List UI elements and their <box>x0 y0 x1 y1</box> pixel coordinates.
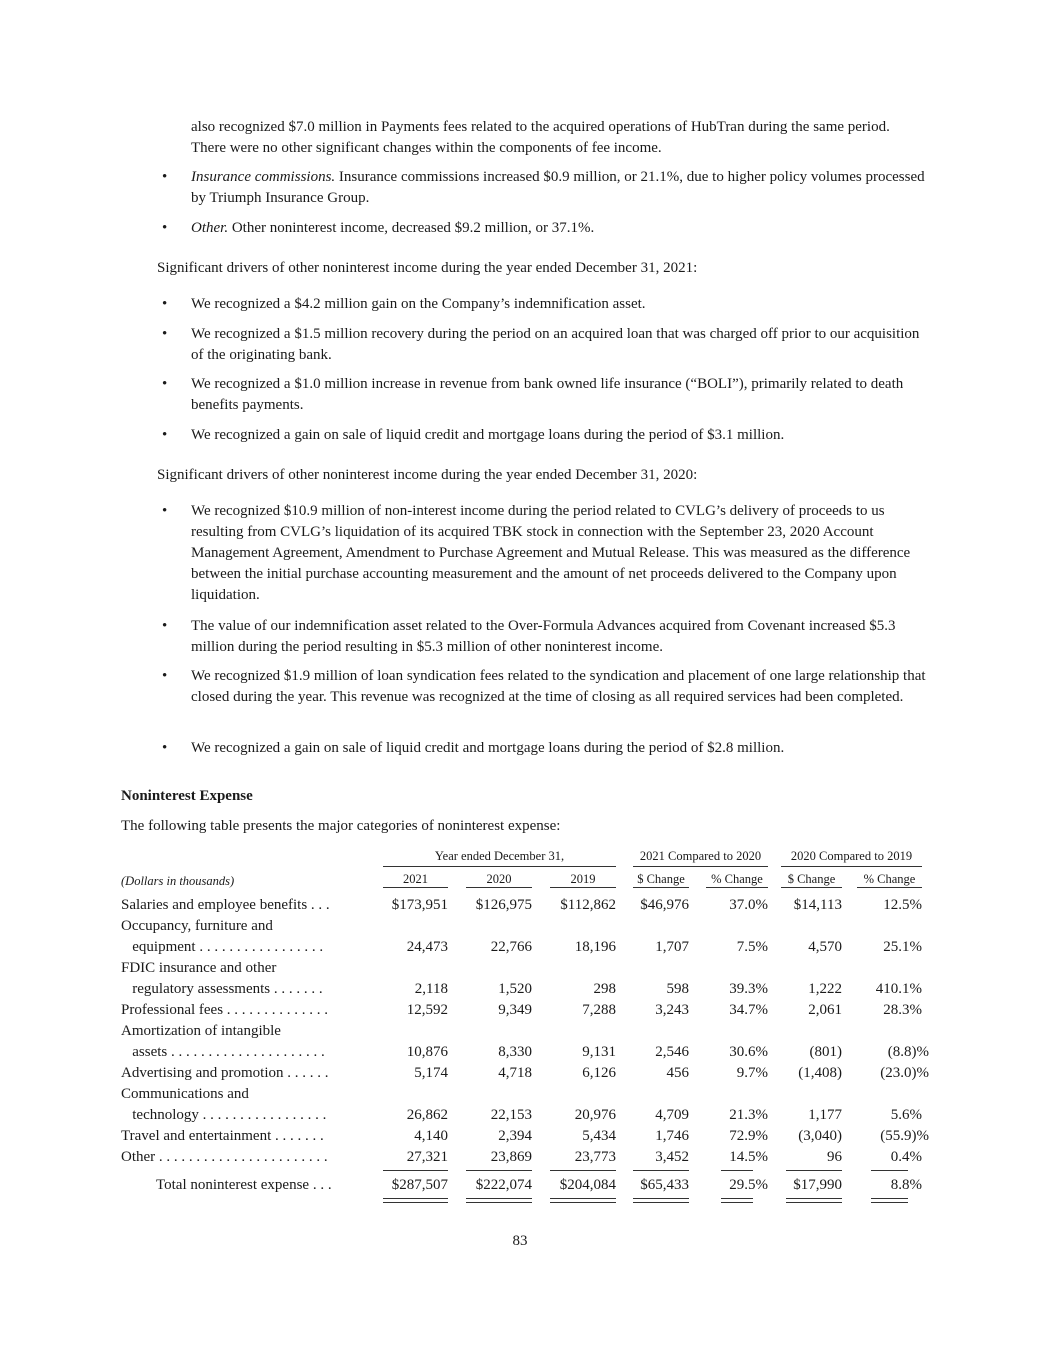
cell: 2,061 <box>808 1002 842 1018</box>
row-label: equipment . . . . . . . . . . . . . . . . . <box>121 939 324 955</box>
group-header-2020-vs-2019: 2020 Compared to 2019 <box>781 848 922 867</box>
cell: 6,126 <box>582 1065 616 1081</box>
total-label: Total noninterest expense . . . <box>156 1177 332 1193</box>
cell: 27,321 <box>406 1149 448 1165</box>
cell: 37.0% <box>729 897 768 913</box>
cell: (3,040) <box>798 1128 842 1144</box>
subtotal-rule <box>383 1170 448 1171</box>
driver-text: We recognized a $4.2 million gain on the Company’s indemnification asset. <box>191 296 646 312</box>
cell: 2,394 <box>498 1128 532 1144</box>
subtotal-rule <box>786 1170 842 1171</box>
cell: 1,177 <box>808 1107 842 1123</box>
cell: $14,113 <box>793 897 842 913</box>
cell: 8,330 <box>498 1044 532 1060</box>
bullet-glyph: • <box>162 427 168 443</box>
cell: 72.9% <box>729 1128 768 1144</box>
table-row <box>121 1105 931 1126</box>
cell: 4,140 <box>414 1128 448 1144</box>
cell: 29.5% <box>729 1177 768 1193</box>
bullet-glyph: • <box>162 296 168 312</box>
bullet-glyph: • <box>162 376 168 392</box>
driver-text: We recognized $10.9 million of non-interest income during the period related to CVLG’s delivery of proceeds to us resulting from CVLG’s liquidation of its acquired TBK stock in connection with the September 23, 2020 Account Management Agreement, Amendment to Purchase Agreement and Mutual Release. This was measured as the difference between the initial purchase accounting measurement and the amount of net proceeds delivered to the Company upon liquidation. <box>191 503 911 603</box>
cell: 2,546 <box>655 1044 689 1060</box>
column-header: % Change <box>857 871 922 888</box>
cell: (23.0)% <box>880 1065 929 1081</box>
column-header: $ Change <box>781 871 842 888</box>
table-total-row <box>121 1175 931 1196</box>
cell: $65,433 <box>640 1177 689 1193</box>
cell: 4,570 <box>808 939 842 955</box>
cell: 1,520 <box>498 981 532 997</box>
table-row <box>121 1147 931 1168</box>
cell: 4,709 <box>655 1107 689 1123</box>
cell: 9,349 <box>498 1002 532 1018</box>
cell: 3,243 <box>655 1002 689 1018</box>
total-double-rule <box>383 1198 448 1203</box>
cell: 298 <box>593 981 616 997</box>
cell: 25.1% <box>883 939 922 955</box>
cell: $17,990 <box>793 1177 842 1193</box>
group-header-2021-vs-2020: 2021 Compared to 2020 <box>633 848 768 867</box>
cell: (801) <box>809 1044 842 1060</box>
cell: 8.8% <box>890 1177 922 1193</box>
total-double-rule <box>550 1198 616 1203</box>
cell: 5,174 <box>414 1065 448 1081</box>
cell: $173,951 <box>391 897 448 913</box>
cell: 4,718 <box>498 1065 532 1081</box>
subtotal-rule <box>466 1170 532 1171</box>
cell: (8.8)% <box>887 1044 929 1060</box>
column-header: 2019 <box>550 871 616 888</box>
subtotal-rule <box>871 1170 908 1171</box>
row-label: Travel and entertainment . . . . . . . <box>121 1128 324 1144</box>
cell: 3,452 <box>655 1149 689 1165</box>
cell: 456 <box>666 1065 689 1081</box>
cell: 10,876 <box>406 1044 448 1060</box>
total-double-rule <box>633 1198 689 1203</box>
cell: $126,975 <box>475 897 532 913</box>
table-row <box>121 1000 931 1021</box>
cell: 96 <box>827 1149 842 1165</box>
row-label: Salaries and employee benefits . . . <box>121 897 330 913</box>
driver-text: We recognized a gain on sale of liquid credit and mortgage loans during the period of $2.8 million. <box>191 740 785 756</box>
total-double-rule <box>721 1198 753 1203</box>
cell: 30.6% <box>729 1044 768 1060</box>
cell: 26,862 <box>406 1107 448 1123</box>
cell: 21.3% <box>729 1107 768 1123</box>
cell: 12.5% <box>883 897 922 913</box>
cell: 410.1% <box>875 981 922 997</box>
cell: 9,131 <box>582 1044 616 1060</box>
cell: $287,507 <box>391 1177 448 1193</box>
driver-text: We recognized a gain on sale of liquid credit and mortgage loans during the period of $3.1 million. <box>191 427 785 443</box>
driver-text: We recognized a $1.0 million increase in revenue from bank owned life insurance (“BOLI”), primarily related to death benefits payments. <box>191 376 904 413</box>
cell: 5,434 <box>582 1128 616 1144</box>
units-note: (Dollars in thousands) <box>121 874 235 888</box>
cell: 0.4% <box>890 1149 922 1165</box>
row-label: regulatory assessments . . . . . . . <box>121 981 323 997</box>
bullet-text: Other noninterest income, decreased $9.2 million, or 37.1%. <box>228 220 595 236</box>
total-double-rule <box>871 1198 908 1203</box>
cell: $46,976 <box>640 897 689 913</box>
cell: 1,222 <box>808 981 842 997</box>
cell: (1,408) <box>798 1065 842 1081</box>
table-row <box>121 979 931 1000</box>
row-label: Professional fees . . . . . . . . . . . . . . <box>121 1002 329 1018</box>
row-label: assets . . . . . . . . . . . . . . . . . . . . . <box>121 1044 325 1060</box>
subtotal-rule <box>721 1170 753 1171</box>
cell: 7.5% <box>736 939 768 955</box>
total-double-rule <box>786 1198 842 1203</box>
cell: 7,288 <box>582 1002 616 1018</box>
bullet-glyph: • <box>162 503 168 519</box>
driver-text: We recognized a $1.5 million recovery during the period on an acquired loan that was charged off prior to our acquisition of the originating bank. <box>191 326 920 363</box>
cell: $112,862 <box>560 897 616 913</box>
bullet-text: Insurance commissions increased $0.9 million, or 21.1%, due to higher policy volumes processed by Triumph Insurance Group. <box>191 169 925 206</box>
table-row <box>121 1042 931 1063</box>
table-row-label-line <box>121 916 931 937</box>
table-row <box>121 895 931 916</box>
bullet-glyph: • <box>162 618 168 634</box>
cell: $204,084 <box>559 1177 616 1193</box>
cell: 2,118 <box>414 981 448 997</box>
table-row-label-line <box>121 1084 931 1105</box>
table-row <box>121 1063 931 1084</box>
cell: 18,196 <box>574 939 616 955</box>
row-label: technology . . . . . . . . . . . . . . . . . <box>121 1107 327 1123</box>
bullet-glyph: • <box>162 169 168 185</box>
row-label: Communications and <box>121 1086 249 1102</box>
row-label: Advertising and promotion . . . . . . <box>121 1065 329 1081</box>
cell: 12,592 <box>406 1002 448 1018</box>
continuation-paragraph: also recognized $7.0 million in Payments fees related to the acquired operations of HubTran during the same period. There were no other significant changes within the components of fee income. <box>191 119 890 156</box>
section-intro: The following table presents the major categories of noninterest expense: <box>121 818 561 834</box>
drivers-2021-heading: Significant drivers of other noninterest income during the year ended December 31, 2021: <box>157 260 698 276</box>
page-number: 83 <box>512 1233 528 1249</box>
column-header: $ Change <box>633 871 689 888</box>
cell: 34.7% <box>729 1002 768 1018</box>
table-row-label-line <box>121 958 931 979</box>
cell: 9.7% <box>736 1065 768 1081</box>
section-heading: Noninterest Expense <box>121 788 253 804</box>
bullet-lead: Other. <box>191 220 229 236</box>
cell: 5.6% <box>890 1107 922 1123</box>
total-double-rule <box>466 1198 532 1203</box>
cell: 598 <box>666 981 689 997</box>
cell: 20,976 <box>574 1107 616 1123</box>
group-header-years: Year ended December 31, <box>383 848 616 867</box>
cell: 23,773 <box>574 1149 616 1165</box>
drivers-2020-heading: Significant drivers of other noninterest income during the year ended December 31, 2020: <box>157 467 698 483</box>
subtotal-rule <box>633 1170 689 1171</box>
column-header: 2020 <box>466 871 532 888</box>
row-label: FDIC insurance and other <box>121 960 277 976</box>
cell: 22,766 <box>490 939 532 955</box>
table-row <box>121 937 931 958</box>
cell: $222,074 <box>475 1177 532 1193</box>
row-label: Occupancy, furniture and <box>121 918 273 934</box>
subtotal-rule <box>550 1170 616 1171</box>
column-header: % Change <box>706 871 768 888</box>
bullet-lead: Insurance commissions. <box>191 169 336 185</box>
driver-text: The value of our indemnification asset related to the Over-Formula Advances acquired from Covenant increased $5.3 million during the period resulting in $5.3 million of other noninterest income. <box>191 618 896 655</box>
row-label: Other . . . . . . . . . . . . . . . . . . . . . . . <box>121 1149 328 1165</box>
cell: 1,746 <box>655 1128 689 1144</box>
cell: 24,473 <box>406 939 448 955</box>
column-header: 2021 <box>383 871 448 888</box>
cell: 39.3% <box>729 981 768 997</box>
cell: 23,869 <box>490 1149 532 1165</box>
table-row-label-line <box>121 1021 931 1042</box>
cell: 14.5% <box>729 1149 768 1165</box>
bullet-glyph: • <box>162 326 168 342</box>
bullet-glyph: • <box>162 740 168 756</box>
cell: 1,707 <box>655 939 689 955</box>
table-row <box>121 1126 931 1147</box>
driver-text: We recognized $1.9 million of loan syndication fees related to the syndication and placement of one large relationship that closed during the year. This revenue was recognized at the time of closing as all required services had been completed. <box>191 668 926 705</box>
cell: 28.3% <box>883 1002 922 1018</box>
cell: (55.9)% <box>880 1128 929 1144</box>
bullet-glyph: • <box>162 220 168 236</box>
row-label: Amortization of intangible <box>121 1023 281 1039</box>
bullet-glyph: • <box>162 668 168 684</box>
cell: 22,153 <box>490 1107 532 1123</box>
